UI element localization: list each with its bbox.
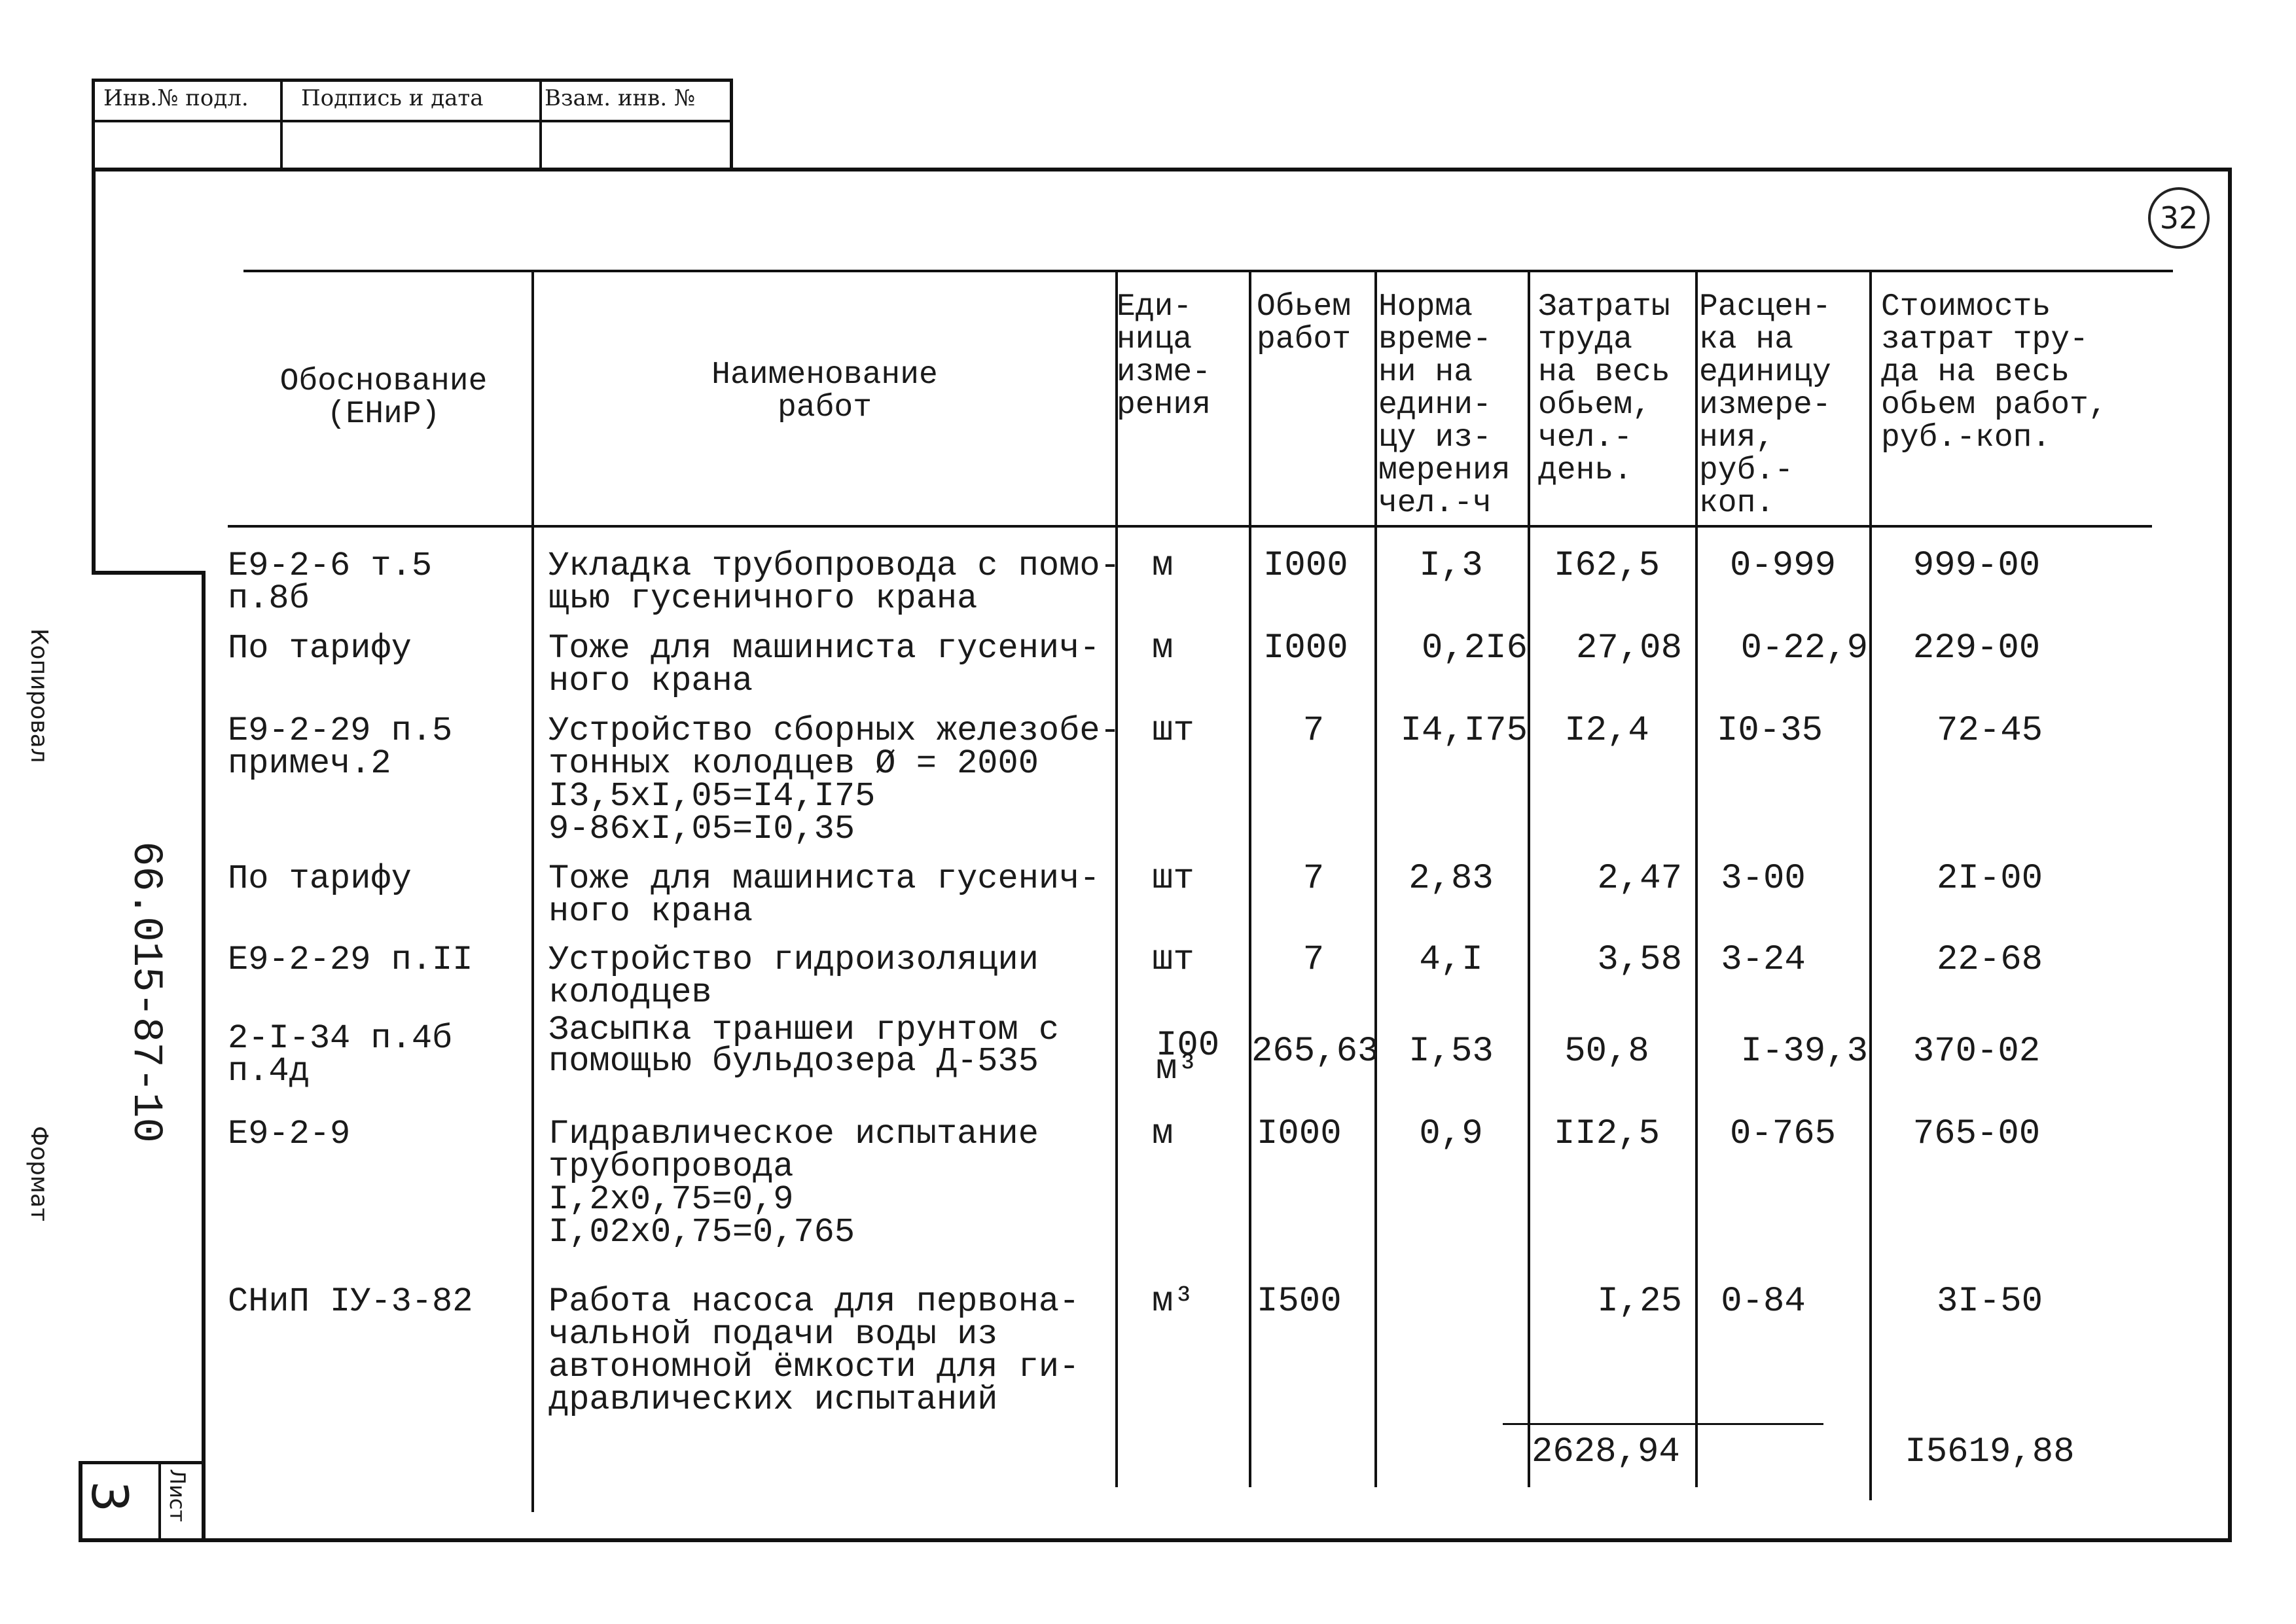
row-basis: Е9-2-9 bbox=[228, 1115, 351, 1153]
row-labor: 50,8 bbox=[1564, 1032, 1649, 1072]
row-labor: I2,4 bbox=[1564, 711, 1649, 751]
row-cost: 22-68 bbox=[1936, 940, 2043, 980]
header-rate: Расцен- ка на единицу измере- ния, руб.- коп. bbox=[1699, 289, 1831, 521]
stamp-vzam-label: Взам. инв. № bbox=[545, 85, 696, 111]
page-number-circle bbox=[2148, 187, 2210, 249]
stamp-inv-podl-label: Инв.№ подл. bbox=[103, 85, 249, 111]
row-rate: I-39,3 bbox=[1740, 1032, 1868, 1072]
row-volume: 7 bbox=[1302, 711, 1325, 751]
row-norm: 0,9 bbox=[1419, 1114, 1483, 1154]
row-norm: I,53 bbox=[1408, 1032, 1494, 1072]
header-volume: Обьем работ bbox=[1257, 289, 1352, 357]
sheet-label: Лист bbox=[165, 1469, 190, 1523]
row-unit: шт bbox=[1152, 859, 1194, 899]
row-rate: 0-765 bbox=[1729, 1114, 1837, 1154]
row-norm: 0,2I6 bbox=[1421, 628, 1528, 668]
row-volume: 265,63 bbox=[1251, 1032, 1379, 1072]
row-unit: м bbox=[1152, 1114, 1174, 1154]
kopiroval-label: Копировал bbox=[26, 628, 52, 763]
header-work-name: Наименование работ bbox=[711, 357, 938, 425]
header-norm: Норма време- ни на едини- цу из- мерения чел.-ч bbox=[1378, 289, 1511, 521]
header-basis: Обоснование (ЕНиР) bbox=[279, 364, 488, 432]
row-rate: 0-22,9 bbox=[1740, 628, 1868, 668]
sheet-number: 3 bbox=[81, 1481, 139, 1513]
row-unit: шт bbox=[1152, 940, 1194, 980]
row-work-name: Тоже для машиниста гусенич- ного крана bbox=[548, 629, 1100, 700]
row-unit: м bbox=[1152, 546, 1174, 586]
row-basis: Е9-2-29 п.5 примеч.2 bbox=[228, 712, 453, 783]
row-basis: Е9-2-6 т.5 п.8б bbox=[228, 547, 433, 618]
row-basis: Е9-2-29 п.II bbox=[228, 941, 473, 979]
row-basis: СНиП IУ-3-82 bbox=[228, 1282, 473, 1321]
row-labor: 3,58 bbox=[1597, 940, 1682, 980]
row-norm: 2,83 bbox=[1408, 859, 1494, 899]
page-number: 32 bbox=[2159, 200, 2198, 236]
row-work-name: Работа насоса для первона- чальной подачи воды из автономной ёмкости для ги- дравлических испытаний bbox=[548, 1282, 1080, 1419]
row-rate: 3-00 bbox=[1721, 859, 1806, 899]
row-volume: 7 bbox=[1302, 859, 1325, 899]
row-unit: м³ bbox=[1152, 1282, 1194, 1322]
row-cost: 229-00 bbox=[1912, 628, 2041, 668]
row-norm: 4,I bbox=[1419, 940, 1483, 980]
row-labor: II2,5 bbox=[1553, 1114, 1660, 1154]
row-volume: I000 bbox=[1263, 628, 1348, 668]
row-cost: 2I-00 bbox=[1936, 859, 2043, 899]
header-cost: Стоимость затрат тру- да на весь обьем работ, руб.-коп. bbox=[1881, 289, 2108, 456]
total-labor: 2628,94 bbox=[1532, 1432, 1680, 1472]
row-cost: 72-45 bbox=[1936, 711, 2043, 751]
row-work-name: Укладка трубопровода с помо- щью гусеничного крана bbox=[548, 547, 1121, 618]
header-unit: Еди- ница изме- рения bbox=[1117, 289, 1211, 423]
row-labor: 27,08 bbox=[1575, 628, 1682, 668]
row-cost: 3I-50 bbox=[1936, 1282, 2043, 1322]
row-labor: 2,47 bbox=[1597, 859, 1682, 899]
row-norm: I,3 bbox=[1419, 546, 1483, 586]
row-volume: 7 bbox=[1302, 940, 1325, 980]
row-norm: I4,I75 bbox=[1400, 711, 1528, 751]
row-labor: I62,5 bbox=[1553, 546, 1660, 586]
row-volume: I000 bbox=[1263, 546, 1348, 586]
row-rate: 3-24 bbox=[1721, 940, 1806, 980]
row-rate: 0-999 bbox=[1729, 546, 1837, 586]
row-basis: 2-I-34 п.4б п.4д bbox=[228, 1019, 453, 1091]
document-code: 66.015-87-10 bbox=[122, 841, 169, 1143]
row-work-name: Засыпка траншеи грунтом с помощью бульдозера Д-535 bbox=[548, 1011, 1060, 1081]
row-work-name: Устройство сборных железобе- тонных колодцев Ø = 2000 I3,5хI,05=I4,I75 9-86хI,05=I0,35 bbox=[548, 712, 1121, 848]
row-basis: По тарифу bbox=[228, 859, 412, 898]
row-unit: шт bbox=[1152, 711, 1194, 751]
row-labor: I,25 bbox=[1597, 1282, 1682, 1322]
row-work-name: Гидравлическое испытание трубопровода I,2х0,75=0,9 I,02х0,75=0,765 bbox=[548, 1115, 1039, 1252]
total-cost: I5619,88 bbox=[1905, 1432, 2075, 1472]
row-cost: 370-02 bbox=[1912, 1032, 2041, 1072]
row-unit: I00 м³ bbox=[1156, 1026, 1220, 1089]
row-work-name: Устройство гидроизоляции колодцев bbox=[548, 941, 1039, 1012]
row-cost: 999-00 bbox=[1912, 546, 2041, 586]
header-labor: Затраты труда на весь обьем, чел.- день. bbox=[1538, 289, 1670, 488]
row-rate: I0-35 bbox=[1716, 711, 1823, 751]
format-label: Формат bbox=[26, 1126, 52, 1222]
row-volume: I500 bbox=[1257, 1282, 1342, 1322]
row-unit: м bbox=[1152, 628, 1174, 668]
row-basis: По тарифу bbox=[228, 629, 412, 668]
row-rate: 0-84 bbox=[1721, 1282, 1806, 1322]
row-work-name: Тоже для машиниста гусенич- ного крана bbox=[548, 859, 1100, 931]
row-cost: 765-00 bbox=[1912, 1114, 2041, 1154]
stamp-signature-label: Подпись и дата bbox=[301, 85, 484, 111]
row-volume: I000 bbox=[1257, 1114, 1342, 1154]
